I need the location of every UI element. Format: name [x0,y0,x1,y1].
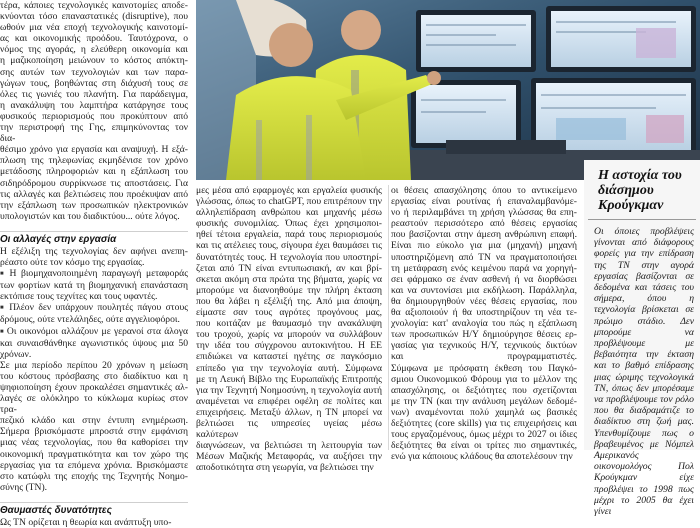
text-line: που θα λάβει η εξέλιξή της. Από μια άποψη, [196,295,382,307]
text-line: φυσικούς περιορισμούς που προκύπτουν από [0,110,188,122]
text-line: αναμένεται να επιφέρει οφέλη σε πολίτες και [196,395,382,407]
text-line: σης αυτών των τεχνολογιών και των παρα- [0,66,188,78]
article-column-2 [196,185,382,474]
sidebar-text: Οι όποιες προβλέψεις γίνονται από διάφορους φορείς για την επίδραση της ΤΝ στην αγορά εργασίας βασίζονται σε δεδομένα και τάσεις του σήμερα, όπου η τεχνολογία βρίσκεται σε πρώιμο στάδιο. Δεν μπορούμε να προβλέψουμε με βεβαιότητα την έκταση και το βαθμό επίδρασης μιας ώριμης τεχνολογικά ΤΝ, όπως δεν μπορέσαμε να προβλέψουμε τον ρόλο που θα διαδραμάτιζε το διαδίκτυο στη ζωή μας. Υπενθυμίζουμε πως ο βραβευμένος με Νόμπελ Αμερικανός οικονομολόγος Πολ Κρούγκμαν είχε προβλέψει το 1998 πως μέχρι το 2005 θα έχει γίνει [594,226,694,518]
text-line: με την ΤΝ (και την ανάλυση μεγάλων δεδομέ- [391,395,577,407]
text-line: Σήμερα βρισκόμαστε μπροστά στην εμφάνιση [0,426,188,438]
section-heading-capabilities: Θαυμαστές δυνατότητες [0,502,188,516]
control-room-photo-image [196,0,700,180]
text-line: επίπεδο για την τεχνολογία αυτή. Σύμφωνα [196,362,382,374]
text-line: τις αλλαγές και βελτιώσεις που προέκυψαν από [0,188,188,200]
section-heading-work-changes: Οι αλλαγές στην εργασία [0,231,188,245]
text-line: εργασίας για τα επόμενα χρόνια. Βρισκόμαστε [0,459,188,471]
text-line: και προγραμματιστές. [391,351,577,363]
text-line: Η εξέλιξη της τεχνολογίας δεν αφήνει ανεπη- [0,245,188,257]
text-line: μιας νέας τεχνολογίας, που θα καθορίσει την [0,437,188,449]
text-line: ρεαστούν περισσότερο από θέσεις εργασίας [391,218,577,230]
text-line: μετάδοσης πληροφοριών και η εξάπλωση του [0,166,188,178]
text-line: σύνης (ΤΝ). [0,481,48,493]
text-line: σκεται ακόμη στα πρώτα της βήματα, χωρίς να [196,273,382,285]
sidebar-box [584,160,700,518]
text-line: εργασίας είναι ρουτίνας ή επαναλαμβανόμε- [391,196,577,208]
text-line: μπορούμε να διανοηθούμε την πλήρη έκταση [196,284,382,296]
article-column-3 [391,185,577,463]
text-line: Ως ΤΝ ορίζεται η θεωρία και ανάπτυξη υπο- [0,516,172,528]
text-line: θα δημιουργηθούν νέες θέσεις εργασίας, που [391,295,577,307]
text-line: ψηφιοποίηση έχουν προκαλέσει σημαντικές αλ- [0,382,188,393]
text-line: αλληλεπίδραση ανθρώπου και μηχανής μέσω [196,207,382,219]
bullet-item: ■ Η βιομηχανοποιημένη παραγωγή μεταφοράς των φορτίων κατά τη βιομηχανική επανάσταση εκτόπισε τους τεχνίτες και τους υφαντές. [0,268,188,302]
text-line: την περιστροφή της Γης, επιμηκύνοντας τον δια- [0,122,188,145]
text-line: κνύονται τόσο επαναστατικές (disruptive), που [0,11,188,23]
text-line: Σύμφωνα με πρόσφατη έκθεση του Παγκό- [391,362,577,374]
text-line: η μαζικοποίηση μειώνουν το κόστος απόκτη- [0,55,188,67]
column-2-paragraph [196,185,382,473]
text-line: των προσωπικών Η/Υ δημιούργησε θέσεις ερ- [391,329,577,341]
article-column-1 [0,0,188,528]
column-divider [388,185,389,450]
text-line: μες μέσα από εφαρμογές και εργαλεία φυσικής [196,185,382,196]
text-line: σει φάρμακο σε έναν ασθενή ή να διορθώσει [391,273,577,285]
bullet-list [0,268,188,360]
text-line: νο ή περιλαμβάνει τη χρήση γλώσσας θα επη- [391,207,577,219]
text-line: θα αξιοποιούν ή θα υποστηρίζουν τη νέα τε- [391,307,577,319]
bullet-item: ■ Πλέον δεν υπάρχουν πουλητές πάγου στους δρόμους, ούτε ντελάληδες, ούτε αγγελιοφόροι. [0,302,188,325]
section-capabilities-paragraph [0,517,188,528]
text-line: νων) αναμένονται πολύ χαμηλά ως βασικές [391,406,577,418]
text-line: με τη Λευκή Βίβλο της Ευρωπαϊκής Επιτροπής [196,373,382,385]
text-line: του τροχού, χωρίς να μπορούν να συλλάβουν [196,329,382,341]
text-line: και να συντονίσει μια εκδήλωση. Παράλληλα, [391,284,577,296]
text-line: είμαστε σαν τους αγρότες προγόνους μας, [196,307,382,319]
text-line: νόμος της αγοράς, η ελεύθερη οικονομία και [0,44,188,56]
text-line: δεξιότητες θα είναι οι τρίτες πιο σημαντικές, [391,440,577,452]
text-line: για την Τεχνητή Νοημοσύνη, η τεχνολογία αυτή [196,384,382,396]
text-line: όλες τις γωνιές του πλανήτη. Για παράδειγμα, [0,88,188,100]
text-line: τους εργαζομένους, όμως μέχρι το 2027 οι ίδιες [391,429,577,441]
text-line: πλωση της τηλεφωνίας εκμηδένισε τον χρόνο [0,155,188,167]
text-line: του κόστους πρόσβασης στο διαδίκτυο και η [0,370,188,382]
text-line: ρέαστο ούτε τον κόσμο της εργασίας. [0,256,145,268]
text-line: επιχειρήσεις. Μεταξύ άλλων, η ΤΝ μπορεί να [196,406,382,418]
text-line: οικονομική πραγματικότητα και τον χώρο της [0,448,188,460]
text-line: διαγνώσεων, να βελτιώσει τη λειτουργία των [196,440,382,452]
text-line: η ανακάλυψη του λαμπτήρα κατάργησε τους [0,99,188,111]
text-line: ηθεί τέτοια εργαλεία, παρά τους περιορισμούς [196,229,382,241]
text-line: σιδηρόδρομου συρρίκνωσε τις αποστάσεις. Για [0,177,188,189]
text-line: υποστηριζόμενη από ΤΝ να πραγματοποιήσει [391,251,577,263]
sidebar-title: Η αστοχία του διάσημου Κρούγκμαν [588,160,696,220]
text-line: σμιου Οικονομικού Φόρουμ για το μέλλον της [391,373,577,385]
intro-paragraph [0,0,188,222]
text-line: ενώ για κάποιους κλάδους θα αποτελέσουν την [391,451,573,463]
text-line: γασίας για τεχνικούς Η/Υ, τεχνικούς δικτύων [391,340,577,352]
text-line: γλώσσας, όπως το chatGPT, που επιτρέπουν την [196,196,382,208]
text-line: την ιδέα του σύγχρονου αυτοκινήτου. Η ΕΕ [196,340,382,352]
text-line: υπολογιστών και του διαδικτύου... ούτε λόγος. [0,210,180,222]
text-line: δυνατότητές τους. Η τεχνολογία που υποστηρί- [196,251,382,263]
text-line: απασχόλησης, οι δεξιότητες που σχετίζονται [391,384,577,396]
text-line: ζεται από ΤΝ είναι εντυπωσιακή, αν και βρί- [196,262,382,274]
text-line: Είναι πιο εύκολο για μια (μηχανή) μηχανή [391,240,577,252]
text-line: λαγές σε ολόκληρο το κύκλωμα κυρίως στον τρα- [0,393,188,416]
text-line: πεζικό κλάδο και στην έντυπη ενημέρωση. [0,415,188,427]
text-line: Μέσων Μαζικής Μεταφοράς, να αυξήσει την [196,451,382,463]
text-line: ας και οικονομικής προόδου. Ταυτόχρονα, ο [0,33,188,45]
text-line: τέρα, κάποιες τεχνολογικές καινοτομίες αποδε- [0,0,188,11]
text-line: δεξιότητες (core skills) για τις επιχειρήσεις και [391,417,577,429]
text-line: ωθούν μια νέα εποχή τεχνολογικής καινοτομί- [0,22,188,34]
text-line: τη μετάφραση ενός κειμένου παρά να χορηγή- [391,262,577,274]
text-line: που κοιτάζαν με θαυμασμό την ανακάλυψη [196,318,382,330]
text-line: οι θέσεις απασχόλησης όπου το αντικείμενο [391,185,577,196]
text-line: αποδοτικότητα στη γεωργία, να βελτιώσει την [196,462,374,474]
text-line: φυσικής συνομιλίας. Όπως έχει χρησιμοποι- [196,218,382,230]
section-intro-paragraph [0,246,188,268]
text-line: και τις ατέλειες τους, σίγουρα έχει θαυμάσει τις [196,240,382,252]
bullet-item: ■ Οι οικονόμοι αλλάζουν με γερανοί στα άλογα και συναισθάνθηκε αγωνιστικός ύψους μια 50 χρόνων. [0,326,188,360]
column-3-paragraph [391,185,577,462]
text-line: στο κατώφλι της εποχής της Τεχνητής Νοημο- [0,470,188,482]
article-photo [196,0,700,180]
paragraph-ai-era [0,360,188,493]
text-line: επιδιώκει να καταστεί ηγέτης σε παγκόσμιο [196,351,382,363]
text-line: χνολογία: κατ' αναλογία του πώς η εξάπλωση [391,318,577,330]
monitor-wall [411,6,696,156]
text-line: βελτιώσει τις υπηρεσίες υγείας μέσω καλύτερων [196,417,382,441]
text-line: Σε μια περίοδο περίπου 20 χρόνων η μείωση [0,359,188,371]
text-line: που βασίζονται στην άμεση ανθρώπινη επαφή. [391,229,577,241]
text-line: γώγων τους, βοηθώντας στη διάχυσή τους σε [0,77,188,89]
text-line: θέσιμο χρόνο για εργασία και αναψυχή. Η εξά- [0,144,188,156]
text-line: την εξάπλωση των προσωπικών ηλεκτρονικών [0,199,188,211]
